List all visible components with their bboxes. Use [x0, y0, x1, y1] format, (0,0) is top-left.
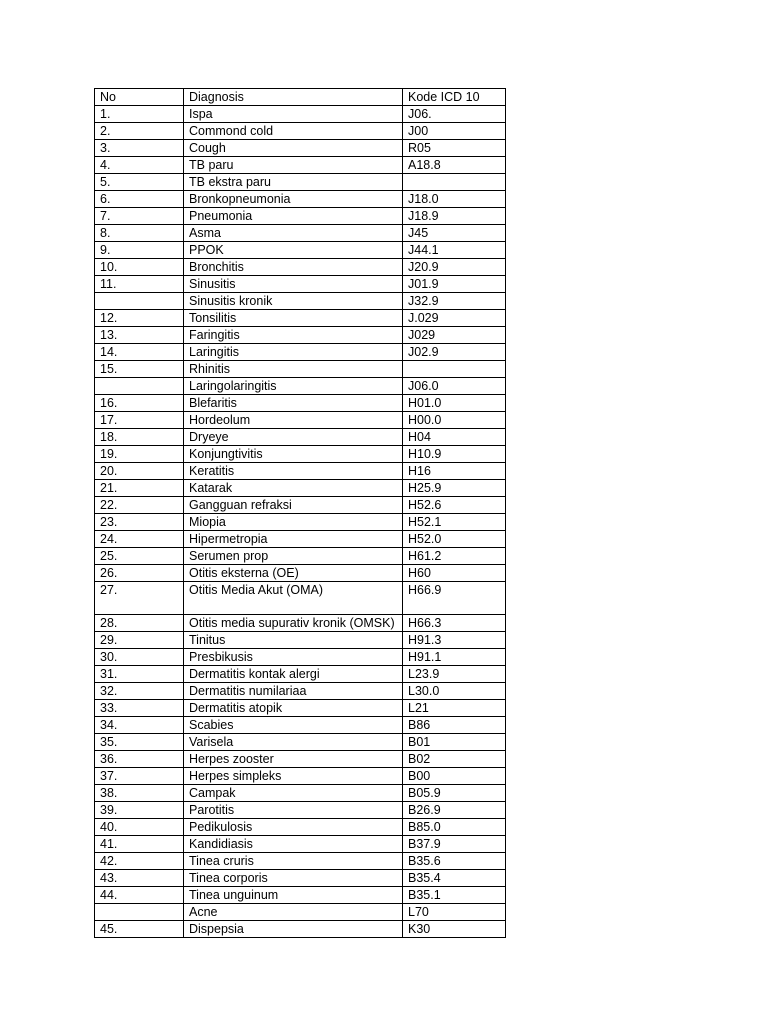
cell-icd-code: J06.0: [403, 378, 506, 395]
table-row: [95, 480, 506, 497]
cell-icd-code: H00.0: [403, 412, 506, 429]
cell-diagnosis: Dispepsia: [184, 921, 403, 938]
cell-diagnosis: Tinea unguinum: [184, 887, 403, 904]
diagnosis-icd-table: [94, 88, 506, 938]
cell-diagnosis: Varisela: [184, 734, 403, 751]
cell-icd-code: J00: [403, 123, 506, 140]
cell-icd-code: R05: [403, 140, 506, 157]
cell-diagnosis: Tinea corporis: [184, 870, 403, 887]
cell-no: 27.: [95, 582, 184, 615]
cell-no: 30.: [95, 649, 184, 666]
cell-icd-code: A18.8: [403, 157, 506, 174]
table-row: [95, 446, 506, 463]
cell-diagnosis: Pneumonia: [184, 208, 403, 225]
table-row: [95, 836, 506, 853]
cell-no: 32.: [95, 683, 184, 700]
cell-no: 21.: [95, 480, 184, 497]
cell-icd-code: H61.2: [403, 548, 506, 565]
cell-no: 35.: [95, 734, 184, 751]
cell-diagnosis: Ispa: [184, 106, 403, 123]
cell-no: 25.: [95, 548, 184, 565]
table-row: [95, 378, 506, 395]
cell-no: 18.: [95, 429, 184, 446]
cell-diagnosis: Dermatitis kontak alergi: [184, 666, 403, 683]
cell-icd-code: J02.9: [403, 344, 506, 361]
cell-no: 3.: [95, 140, 184, 157]
cell-icd-code: B01: [403, 734, 506, 751]
table-row: [95, 632, 506, 649]
table-row: [95, 310, 506, 327]
cell-no: 13.: [95, 327, 184, 344]
cell-no: 14.: [95, 344, 184, 361]
cell-diagnosis: Otitis Media Akut (OMA): [184, 582, 403, 615]
header-icd-code: Kode ICD 10: [403, 89, 506, 106]
cell-diagnosis: Asma: [184, 225, 403, 242]
cell-diagnosis: Herpes zooster: [184, 751, 403, 768]
cell-no: 5.: [95, 174, 184, 191]
cell-no: 7.: [95, 208, 184, 225]
table-row: [95, 615, 506, 632]
table-row: [95, 293, 506, 310]
cell-no: 16.: [95, 395, 184, 412]
cell-diagnosis: Dermatitis atopik: [184, 700, 403, 717]
cell-icd-code: K30: [403, 921, 506, 938]
cell-diagnosis: Acne: [184, 904, 403, 921]
cell-diagnosis: Kandidiasis: [184, 836, 403, 853]
cell-icd-code: H10.9: [403, 446, 506, 463]
table-row: [95, 106, 506, 123]
table-row: [95, 921, 506, 938]
cell-icd-code: H66.9: [403, 582, 506, 615]
table-row: [95, 259, 506, 276]
cell-no: 44.: [95, 887, 184, 904]
table-row: [95, 429, 506, 446]
cell-icd-code: L23.9: [403, 666, 506, 683]
table-row: [95, 785, 506, 802]
cell-diagnosis: Laringolaringitis: [184, 378, 403, 395]
cell-no: 36.: [95, 751, 184, 768]
table-row: [95, 123, 506, 140]
cell-diagnosis: Pedikulosis: [184, 819, 403, 836]
cell-diagnosis: Gangguan refraksi: [184, 497, 403, 514]
cell-diagnosis: Hordeolum: [184, 412, 403, 429]
cell-diagnosis: Serumen prop: [184, 548, 403, 565]
table-row: [95, 412, 506, 429]
cell-diagnosis: Presbikusis: [184, 649, 403, 666]
cell-diagnosis: Sinusitis kronik: [184, 293, 403, 310]
cell-no: 43.: [95, 870, 184, 887]
cell-no: 31.: [95, 666, 184, 683]
cell-diagnosis: Cough: [184, 140, 403, 157]
table-row: [95, 531, 506, 548]
header-diagnosis: Diagnosis: [184, 89, 403, 106]
table-row: [95, 700, 506, 717]
cell-diagnosis: Miopia: [184, 514, 403, 531]
cell-diagnosis: Hipermetropia: [184, 531, 403, 548]
cell-icd-code: J20.9: [403, 259, 506, 276]
cell-icd-code: H66.3: [403, 615, 506, 632]
cell-icd-code: B26.9: [403, 802, 506, 819]
cell-diagnosis: Otitis media supurativ kronik (OMSK): [184, 615, 403, 632]
cell-icd-code: J18.9: [403, 208, 506, 225]
cell-diagnosis: Bronkopneumonia: [184, 191, 403, 208]
cell-no: 17.: [95, 412, 184, 429]
table-row: [95, 361, 506, 378]
cell-no: 22.: [95, 497, 184, 514]
cell-no: 34.: [95, 717, 184, 734]
cell-icd-code: H52.6: [403, 497, 506, 514]
cell-no: 1.: [95, 106, 184, 123]
table-row: [95, 395, 506, 412]
cell-icd-code: H91.3: [403, 632, 506, 649]
table-row: [95, 174, 506, 191]
cell-icd-code: J06.: [403, 106, 506, 123]
table-row: [95, 853, 506, 870]
cell-diagnosis: Tinea cruris: [184, 853, 403, 870]
cell-icd-code: B37.9: [403, 836, 506, 853]
cell-icd-code: H52.0: [403, 531, 506, 548]
cell-icd-code: H04: [403, 429, 506, 446]
cell-icd-code: B86: [403, 717, 506, 734]
cell-diagnosis: PPOK: [184, 242, 403, 259]
table-row: [95, 904, 506, 921]
cell-diagnosis: Bronchitis: [184, 259, 403, 276]
cell-icd-code: B85.0: [403, 819, 506, 836]
cell-no: 41.: [95, 836, 184, 853]
cell-icd-code: B05.9: [403, 785, 506, 802]
cell-diagnosis: TB ekstra paru: [184, 174, 403, 191]
table-row: [95, 802, 506, 819]
table-row: [95, 225, 506, 242]
cell-icd-code: H01.0: [403, 395, 506, 412]
cell-icd-code: J45: [403, 225, 506, 242]
cell-no: 45.: [95, 921, 184, 938]
table-row: [95, 548, 506, 565]
cell-no: 15.: [95, 361, 184, 378]
cell-diagnosis: Herpes simpleks: [184, 768, 403, 785]
cell-no: 8.: [95, 225, 184, 242]
cell-no: 6.: [95, 191, 184, 208]
table-row: [95, 717, 506, 734]
cell-diagnosis: Rhinitis: [184, 361, 403, 378]
table-row: [95, 649, 506, 666]
cell-icd-code: B00: [403, 768, 506, 785]
cell-diagnosis: Keratitis: [184, 463, 403, 480]
table-row: [95, 327, 506, 344]
cell-diagnosis: Tonsilitis: [184, 310, 403, 327]
table-row: [95, 157, 506, 174]
cell-icd-code: J.029: [403, 310, 506, 327]
cell-diagnosis: Tinitus: [184, 632, 403, 649]
table-row: [95, 514, 506, 531]
cell-no: 29.: [95, 632, 184, 649]
cell-icd-code: [403, 361, 506, 378]
cell-icd-code: J44.1: [403, 242, 506, 259]
cell-no: 42.: [95, 853, 184, 870]
table-row: [95, 734, 506, 751]
cell-icd-code: J18.0: [403, 191, 506, 208]
cell-diagnosis: Faringitis: [184, 327, 403, 344]
cell-no: 19.: [95, 446, 184, 463]
table-row: [95, 666, 506, 683]
cell-diagnosis: Commond cold: [184, 123, 403, 140]
cell-icd-code: L21: [403, 700, 506, 717]
table-row: [95, 819, 506, 836]
cell-no: 28.: [95, 615, 184, 632]
cell-diagnosis: Parotitis: [184, 802, 403, 819]
table-row: [95, 191, 506, 208]
cell-no: [95, 293, 184, 310]
cell-icd-code: B35.4: [403, 870, 506, 887]
cell-no: 12.: [95, 310, 184, 327]
cell-icd-code: L70: [403, 904, 506, 921]
cell-diagnosis: Dermatitis numilariaa: [184, 683, 403, 700]
table-row: [95, 242, 506, 259]
cell-no: 20.: [95, 463, 184, 480]
cell-no: [95, 904, 184, 921]
table-header-row: [95, 89, 506, 106]
header-no: No: [95, 89, 184, 106]
table-row: [95, 344, 506, 361]
cell-no: 4.: [95, 157, 184, 174]
table-body: [95, 106, 506, 938]
table-row: [95, 768, 506, 785]
table-row: [95, 870, 506, 887]
cell-no: 33.: [95, 700, 184, 717]
cell-icd-code: B35.6: [403, 853, 506, 870]
cell-diagnosis: Campak: [184, 785, 403, 802]
cell-icd-code: J32.9: [403, 293, 506, 310]
table-row: [95, 497, 506, 514]
cell-no: [95, 378, 184, 395]
cell-no: 10.: [95, 259, 184, 276]
table-row: [95, 751, 506, 768]
table-row: [95, 208, 506, 225]
cell-diagnosis: TB paru: [184, 157, 403, 174]
cell-diagnosis: Laringitis: [184, 344, 403, 361]
cell-diagnosis: Dryeye: [184, 429, 403, 446]
cell-icd-code: L30.0: [403, 683, 506, 700]
cell-icd-code: J029: [403, 327, 506, 344]
cell-diagnosis: Otitis eksterna (OE): [184, 565, 403, 582]
table-row: [95, 565, 506, 582]
cell-no: 2.: [95, 123, 184, 140]
cell-no: 38.: [95, 785, 184, 802]
cell-diagnosis: Blefaritis: [184, 395, 403, 412]
cell-icd-code: B35.1: [403, 887, 506, 904]
cell-icd-code: B02: [403, 751, 506, 768]
cell-no: 24.: [95, 531, 184, 548]
cell-no: 37.: [95, 768, 184, 785]
table-row: [95, 276, 506, 293]
cell-diagnosis: Konjungtivitis: [184, 446, 403, 463]
cell-icd-code: H25.9: [403, 480, 506, 497]
cell-no: 39.: [95, 802, 184, 819]
cell-no: 40.: [95, 819, 184, 836]
cell-no: 9.: [95, 242, 184, 259]
cell-diagnosis: Katarak: [184, 480, 403, 497]
table-row: [95, 463, 506, 480]
cell-diagnosis: Sinusitis: [184, 276, 403, 293]
table-row: [95, 582, 506, 615]
cell-no: 26.: [95, 565, 184, 582]
cell-no: 23.: [95, 514, 184, 531]
table-row: [95, 140, 506, 157]
table-row: [95, 887, 506, 904]
cell-no: 11.: [95, 276, 184, 293]
cell-icd-code: H91.1: [403, 649, 506, 666]
cell-icd-code: H52.1: [403, 514, 506, 531]
cell-icd-code: H60: [403, 565, 506, 582]
cell-diagnosis: Scabies: [184, 717, 403, 734]
table-row: [95, 683, 506, 700]
cell-icd-code: H16: [403, 463, 506, 480]
cell-icd-code: [403, 174, 506, 191]
cell-icd-code: J01.9: [403, 276, 506, 293]
